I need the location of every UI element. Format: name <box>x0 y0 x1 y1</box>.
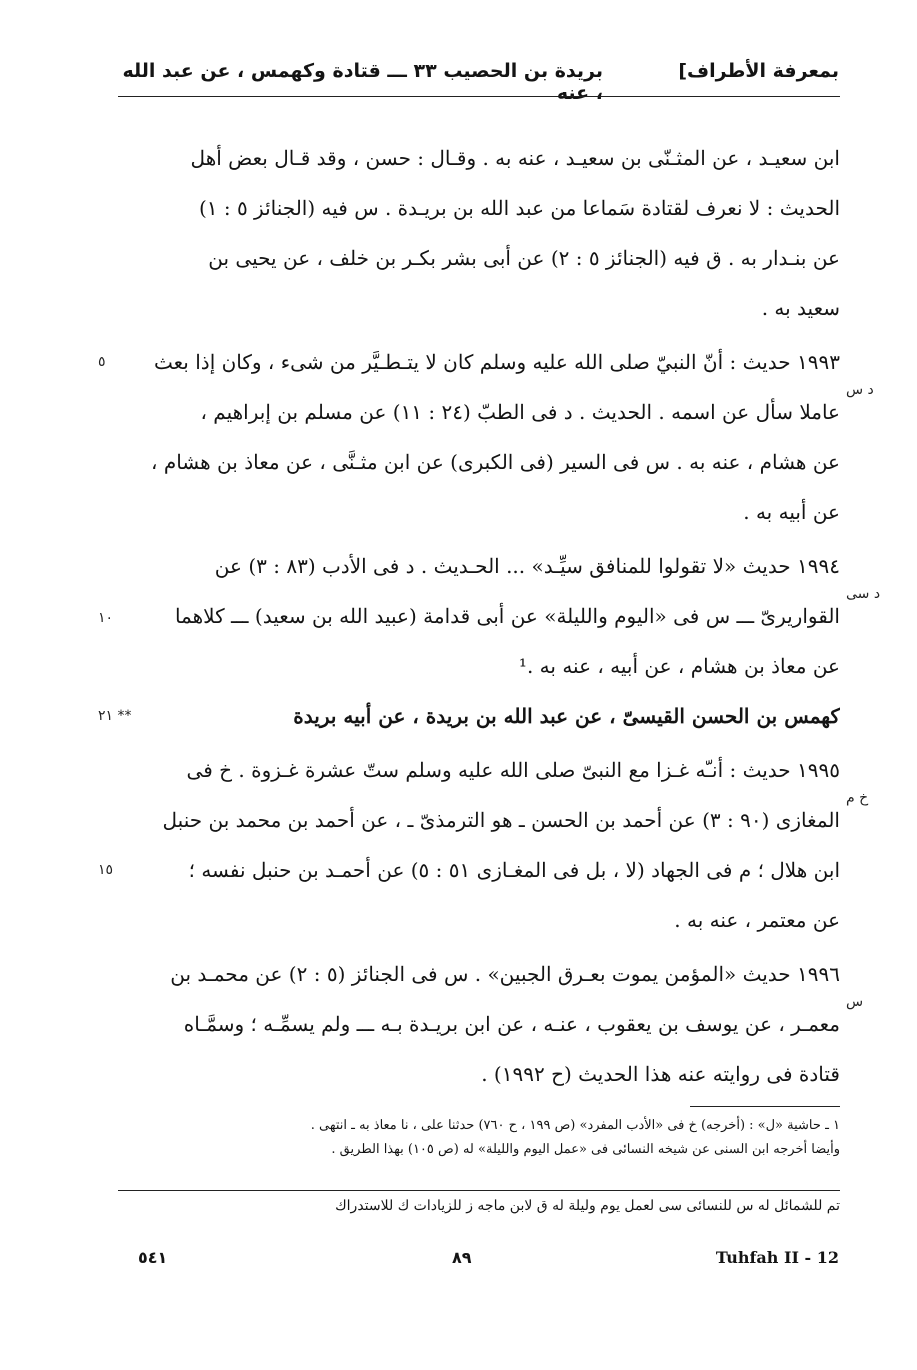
text-line: ابن هلال ؛ م فى الجهاد (لا ، بل فى المغـازى ٥١ : ٥) عن أحمـد بن حنبل نفسه ؛ <box>188 858 840 882</box>
footnote-line: ١ ـ حاشية «ل» : (أخرجه) خ فى «الأدب المفرد» (ص ١٩٩ ، ح ٧٦٠) حدثنا على ، نا معاذ به ـ انتهى . <box>310 1118 840 1133</box>
text-line: قتادة فى روايته عنه هذا الحديث (ح ١٩٩٢) . <box>481 1062 840 1086</box>
hadith-1994-line: ١٩٩٤ حديث «لا تقولوا للمنافق سيِّـد» ... الحـديث . د فى الأدب (٨٣ : ٣) عن <box>214 554 840 578</box>
text-line: ابن سعيـد ، عن المثـنّى بن سعيـد ، عنه به . وقـال : حسن ، وقد قـال بعض أهل <box>190 146 840 170</box>
text-line: عن معاذ بن هشام ، عن أبيه ، عنه به .¹ <box>518 654 840 678</box>
text-line: عن بنـدار به . ق فيه (الجنائز ٥ : ٢) عن أبى بشر بكـر بن خلف ، عن يحيى بن <box>208 246 840 270</box>
header-right: بمعرفة الأطراف] <box>678 60 839 82</box>
text-line: القواريرىّ ـــ س فى «اليوم والليلة» عن أبى قدامة (عبيد الله بن سعيد) ـــ كلاهما <box>174 604 840 628</box>
footer-rule <box>118 1190 840 1191</box>
line-number: ١٥ <box>98 862 114 878</box>
header-title: بريدة بن الحصيب ٣٣ ـــ قتادة وكهمس ، عن عبد الله ، عنه <box>122 60 603 104</box>
line-number: ١٠ <box>98 610 114 626</box>
text-line: عن أبيه به . <box>743 500 840 524</box>
line-number: ٥ <box>98 354 106 370</box>
text-line: عاملا سأل عن اسمه . الحديث . د فى الطبّ (٢٤ : ١١) عن مسلم بن إبراهيم ، <box>200 400 840 424</box>
footnote-rule <box>690 1106 840 1107</box>
hadith-1993-line: ١٩٩٣ حديث : أنّ النبيّ صلى الله عليه وسلم كان لا يتـطـيَّر من شىء ، وكان إذا بعث <box>154 350 840 374</box>
page-number-arabic: ٥٤١ <box>138 1248 168 1267</box>
signature-number: ٨٩ <box>452 1248 472 1267</box>
text-line: عن هشام ، عنه به . س فى السير (فى الكبرى) عن ابن مثـنَّى ، عن معاذ بن هشام ، <box>151 450 840 474</box>
section-heading: كهمس بن الحسن القيسىّ ، عن عبد الله بن بريدة ، عن أبيه بريدة <box>293 704 840 728</box>
margin-siglum: د سى <box>846 586 881 602</box>
volume-label: Tuhfah II - 12 <box>715 1248 839 1267</box>
footnotes <box>118 1114 840 1162</box>
text-line: الحديث : لا نعرف لقتادة سَماعا من عبد الله بن بريـدة . س فيه (الجنائز ٥ : ١) <box>198 196 840 220</box>
text-line: المغازى (٩٠ : ٣) عن أحمد بن الحسن ـ هو الترمذىّ ـ ، عن أحمد بن محمد بن حنبل <box>162 808 840 832</box>
section-number: ٢١ ** <box>98 708 132 724</box>
margin-siglum: خ م <box>846 790 869 806</box>
running-header <box>118 52 839 104</box>
header-rule <box>118 96 840 97</box>
text-line: سعيد به . <box>761 296 840 320</box>
margin-siglum: س <box>846 994 864 1010</box>
margin-siglum: د س <box>846 382 874 398</box>
text-line: معمـر ، عن يوسف بن يعقوب ، عنـه ، عن ابن بريـدة بـه ـــ ولم يسمِّـه ؛ وسمَّـاه <box>183 1012 840 1036</box>
hadith-1995-line: ١٩٩٥ حديث : أنـّه غـزا مع النبىّ صلى الله عليه وسلم ستّ عشرة غـزوة . خ فى <box>186 758 840 782</box>
footnote-line: وأيضا أخرجه ابن السنى عن شيخه النسائى فى «عمل اليوم والليلة» له (ص ١٠٥) بهذا الطريق . <box>331 1142 840 1157</box>
abbreviation-key: تم للشمائل له س للنسائى سى لعمل يوم وليلة له ق لابن ماجه ز للزيادات ك للاستدراك <box>335 1198 840 1214</box>
text-line: عن معتمر ، عنه به . <box>674 908 840 932</box>
hadith-1996-line: ١٩٩٦ حديث «المؤمن يموت بعـرق الجبين» . س فى الجنائز (٥ : ٢) عن محمـد بن <box>170 962 840 986</box>
